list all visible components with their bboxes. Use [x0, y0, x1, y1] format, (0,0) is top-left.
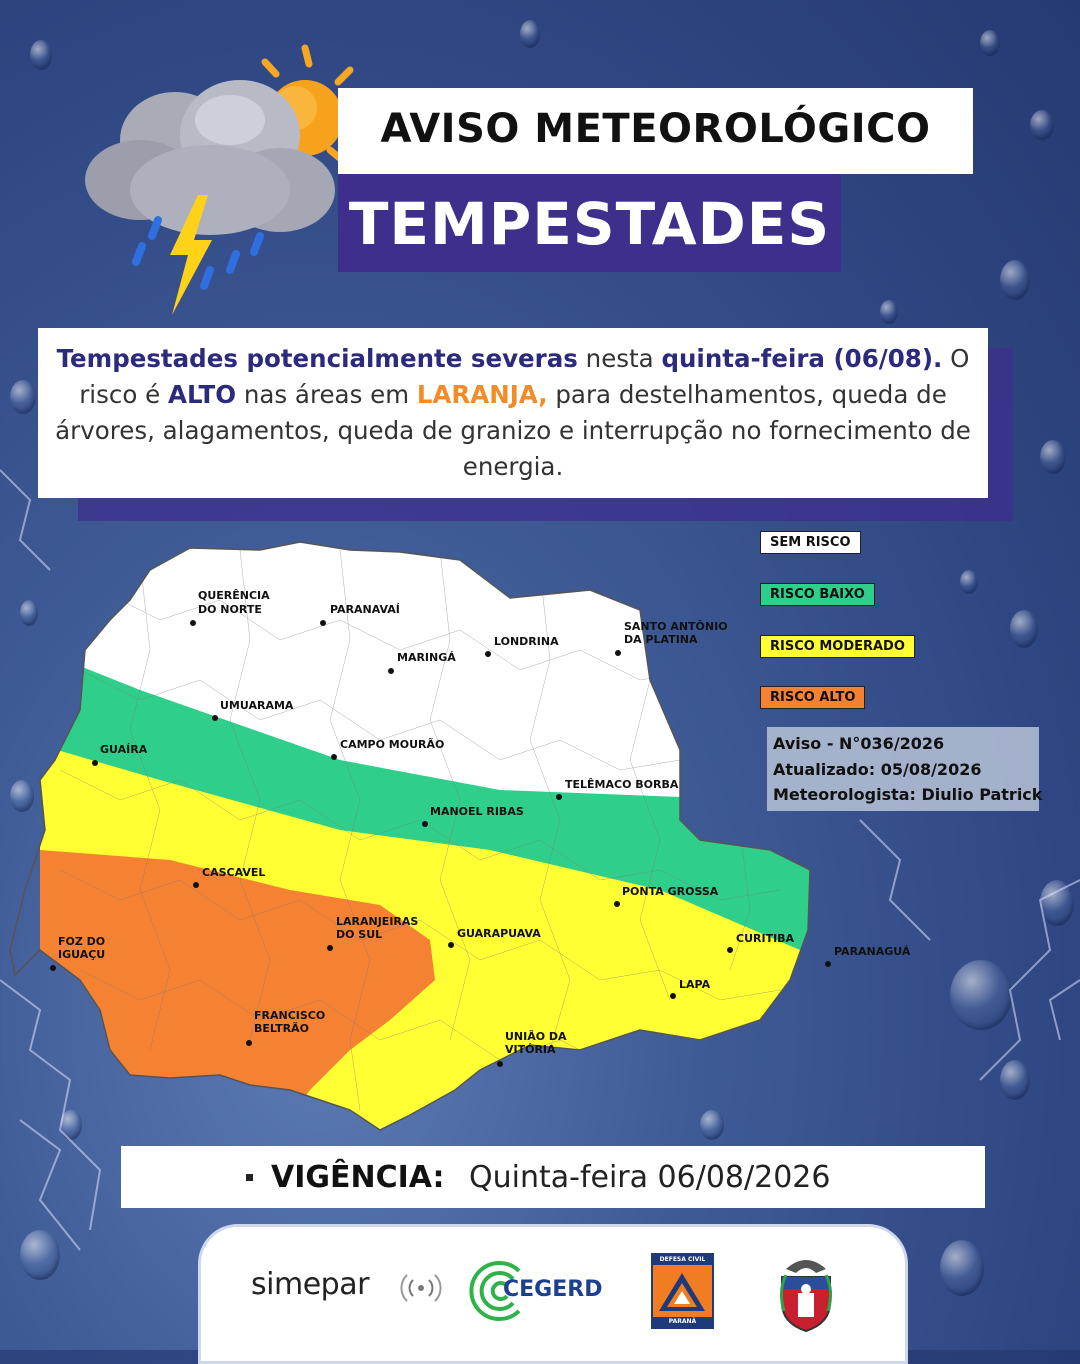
desc-text-6: nas áreas em — [236, 380, 417, 409]
city-telemaco: TELÊMACO BORBA — [565, 778, 679, 791]
signal-icon — [401, 1273, 441, 1303]
simepar-logo: simepar — [251, 1267, 369, 1302]
city-dot — [448, 942, 454, 948]
city-laranjeiras: LARANJEIRAS — [336, 915, 419, 928]
city-campo-mourao: CAMPO MOURÃO — [340, 738, 445, 751]
city-manoel-ribas: MANOEL RIBAS — [430, 805, 524, 818]
meteorologist: Meteorologista: Diulio Patrick — [773, 785, 1043, 804]
warning-info-box — [767, 727, 1043, 811]
city-francisco-beltrao: FRANCISCO — [254, 1009, 326, 1022]
city-dot — [331, 754, 337, 760]
partner-logos — [198, 1224, 908, 1364]
city-santo-antonio-2: DA PLATINA — [624, 633, 698, 646]
city-uniao-vitoria-2: VITÓRIA — [505, 1043, 556, 1056]
city-dot — [212, 715, 218, 721]
city-dot — [497, 1061, 503, 1067]
city-curitiba: CURITIBA — [736, 932, 795, 945]
city-dot — [50, 965, 56, 971]
desc-strong-3: quinta-feira (06/08). — [661, 344, 943, 373]
desc-strong-1: Tempestades potencialmente severas — [56, 344, 578, 373]
description-box — [38, 328, 988, 498]
city-guarapuava: GUARAPUAVA — [457, 927, 541, 940]
parana-coat-of-arms-icon — [776, 1251, 836, 1333]
aviso-number: Aviso - N°036/2026 — [773, 734, 945, 753]
city-francisco-beltrao-2: BELTRÃO — [254, 1022, 309, 1035]
city-dot — [327, 945, 333, 951]
desc-orange-7: LARANJA, — [416, 380, 548, 409]
legend-sem-risco: SEM RISCO — [760, 531, 861, 554]
city-ponta-grossa: PONTA GROSSA — [622, 885, 719, 898]
city-dot — [614, 901, 620, 907]
page-title: AVISO METEOROLÓGICO — [380, 106, 931, 152]
page-subtitle: TEMPESTADES — [348, 190, 831, 258]
city-paranavai: PARANAVAÍ — [330, 603, 400, 616]
city-foz-2: IGUAÇU — [58, 948, 106, 961]
vigencia-value: Quinta-feira 06/08/2026 — [469, 1160, 831, 1195]
storm-cloud-sun-icon — [80, 40, 370, 320]
city-dot — [825, 961, 831, 967]
city-dot — [615, 650, 621, 656]
city-dot — [190, 620, 196, 626]
desc-strong-5: ALTO — [167, 380, 237, 409]
defesa-civil-logo — [651, 1253, 714, 1329]
city-londrina: LONDRINA — [494, 635, 559, 648]
subtitle-banner — [338, 174, 841, 272]
title-banner — [338, 88, 973, 174]
city-querencia: QUERÊNCIA — [198, 589, 270, 602]
desc-text-8: para destelhamentos, queda de árvores, alagamentos, queda de granizo e interrupção no fornecimento de energia. — [55, 380, 971, 481]
city-santo-antonio: SANTO ANTÔNIO — [624, 620, 728, 633]
city-dot — [193, 882, 199, 888]
city-lapa: LAPA — [679, 978, 711, 991]
defesa-top-text: DEFESA CIVIL — [653, 1255, 712, 1265]
city-dot — [92, 760, 98, 766]
city-dot — [320, 620, 326, 626]
city-dot — [727, 947, 733, 953]
city-dot — [670, 993, 676, 999]
legend-risco-alto: RISCO ALTO — [760, 686, 865, 709]
city-dot — [422, 821, 428, 827]
city-umuarama: UMUARAMA — [220, 699, 294, 712]
city-foz: FOZ DO — [58, 935, 106, 948]
city-dot — [246, 1040, 252, 1046]
city-querencia-2: DO NORTE — [198, 603, 262, 616]
legend-risco-moderado: RISCO MODERADO — [760, 635, 915, 658]
city-dot — [485, 651, 491, 657]
city-dot — [556, 794, 562, 800]
updated-date: Atualizado: 05/08/2026 — [773, 759, 982, 779]
city-paranagua: PARANAGUÁ — [834, 945, 911, 958]
defesa-triangle-icon — [653, 1267, 712, 1319]
desc-text-2: nesta — [577, 344, 662, 373]
city-laranjeiras-2: DO SUL — [336, 928, 383, 941]
vigencia-box — [121, 1146, 985, 1208]
city-uniao-vitoria: UNIÃO DA — [505, 1030, 567, 1043]
legend-risco-baixo: RISCO BAIXO — [760, 583, 875, 606]
desc-text-4: O risco é — [79, 344, 970, 409]
description-text — [52, 341, 974, 485]
city-maringa: MARINGÁ — [397, 651, 456, 664]
bullet-icon — [246, 1174, 253, 1181]
cegerd-logo: CEGERD — [503, 1277, 603, 1302]
defesa-bottom-text: PARANÁ — [653, 1317, 712, 1327]
vigencia-label: VIGÊNCIA: — [271, 1160, 445, 1195]
city-guaira: GUAÍRA — [100, 743, 148, 756]
city-cascavel: CASCAVEL — [202, 866, 266, 879]
city-dot — [388, 668, 394, 674]
